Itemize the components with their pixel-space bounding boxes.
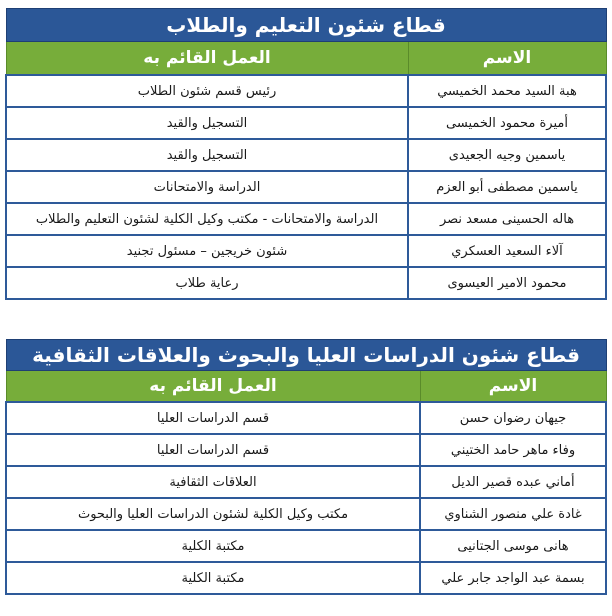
staff-table: [5, 339, 607, 595]
name-column-header: الاسم: [420, 371, 606, 403]
staff-role: قسم الدراسات العليا: [6, 402, 420, 434]
table-row: [6, 466, 606, 498]
staff-role: الدراسة والامتحانات - مكتب وكيل الكلية لشئون التعليم والطلاب: [6, 203, 408, 235]
table-row: [6, 562, 606, 594]
staff-name: ياسمين مصطفى أبو العزم: [408, 171, 606, 203]
staff-role: رئيس قسم شئون الطلاب: [6, 75, 408, 107]
role-column-header: العمل القائم به: [6, 42, 408, 76]
staff-role: شئون خريجين – مسئول تجنيد: [6, 235, 408, 267]
staff-name: محمود الامير العيسوى: [408, 267, 606, 299]
staff-name: آلاء السعيد العسكري: [408, 235, 606, 267]
staff-name: غادة علي منصور الشناوي: [420, 498, 606, 530]
staff-name: أماني عبده قصير الديل: [420, 466, 606, 498]
table-row: [6, 139, 606, 171]
role-column-header: العمل القائم به: [6, 371, 420, 403]
table-row: [6, 75, 606, 107]
staff-name: بسمة عبد الواجد جابر علي: [420, 562, 606, 594]
staff-role: التسجيل والقيد: [6, 139, 408, 171]
name-column-header: الاسم: [408, 42, 606, 76]
staff-role: قسم الدراسات العليا: [6, 434, 420, 466]
staff-role: مكتبة الكلية: [6, 562, 420, 594]
section-title-row: [6, 340, 606, 371]
staff-name: هاله الحسينى مسعد نصر: [408, 203, 606, 235]
table-row: [6, 235, 606, 267]
staff-table: [5, 8, 607, 300]
table-row: [6, 434, 606, 466]
header-row: [6, 371, 606, 403]
table-row: [6, 530, 606, 562]
section-title-row: [6, 9, 606, 42]
staff-name: جيهان رضوان حسن: [420, 402, 606, 434]
table-row: [6, 107, 606, 139]
staff-role: مكتب وكيل الكلية لشئون الدراسات العليا والبحوث: [6, 498, 420, 530]
table-row: [6, 267, 606, 299]
staff-role: التسجيل والقيد: [6, 107, 408, 139]
education-student-affairs-section: [5, 8, 607, 300]
staff-role: رعاية طلاب: [6, 267, 408, 299]
staff-name: هانى موسى الجتانيى: [420, 530, 606, 562]
staff-name: ياسمين وجيه الجعيدى: [408, 139, 606, 171]
section-title: قطاع شئون التعليم والطلاب: [6, 9, 606, 42]
graduate-studies-research-section: [5, 339, 607, 595]
staff-name: أميرة محمود الخميسى: [408, 107, 606, 139]
section-title: قطاع شئون الدراسات العليا والبحوث والعلاقات الثقافية: [6, 340, 606, 371]
table-row: [6, 171, 606, 203]
header-row: [6, 42, 606, 76]
table-row: [6, 402, 606, 434]
staff-name: وفاء ماهر حامد الختيني: [420, 434, 606, 466]
staff-role: الدراسة والامتحانات: [6, 171, 408, 203]
staff-role: مكتبة الكلية: [6, 530, 420, 562]
staff-role: العلاقات الثقافية: [6, 466, 420, 498]
table-row: [6, 203, 606, 235]
table-row: [6, 498, 606, 530]
staff-name: هبة السيد محمد الخميسي: [408, 75, 606, 107]
